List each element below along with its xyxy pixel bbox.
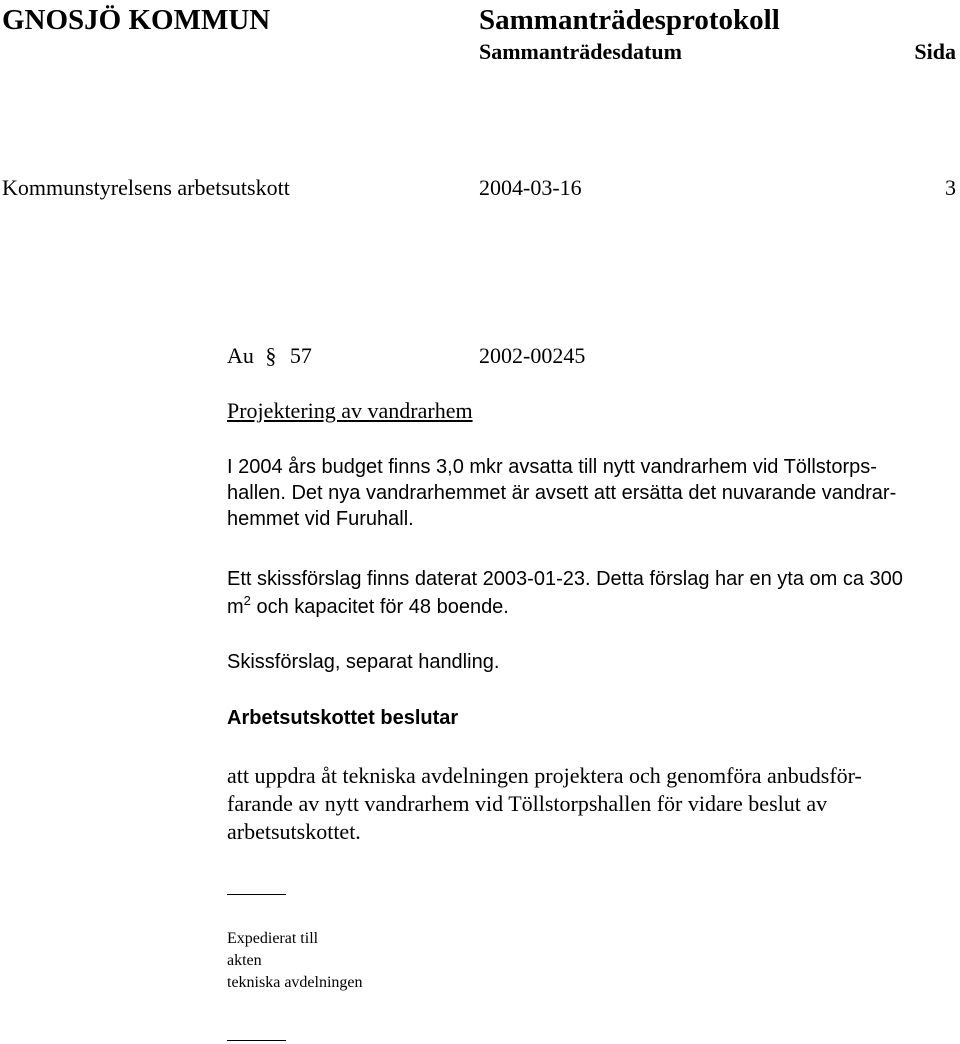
item-title: Projektering av vandrarhem [227,398,473,423]
document-type: Sammanträdesprotokoll [479,4,780,36]
meeting-date: 2004-03-16 [479,175,582,200]
distribution-item: tekniska avdelningen [227,974,363,991]
page-number: 3 [945,175,956,200]
page-label: Sida [914,39,956,64]
committee-name: Kommunstyrelsens arbetsutskott [2,175,290,200]
paragraph-attachment: Skissförslag, separat handling. [227,651,500,673]
case-number: 2002-00245 [479,343,586,368]
separator-line [227,894,286,895]
unit-m: m [227,596,244,618]
distribution-item: akten [227,952,262,969]
decision-line: farande av nytt vandrarhem vid Töllstorpshallen för vidare beslut av [227,791,828,816]
paragraph-line: Ett skissförslag finns daterat 2003-01-23. Detta förslag har en yta om ca 300 [227,568,903,590]
paragraph-line: hallen. Det nya vandrarhemmet är avsett att ersätta det nuvarande vandrar- [227,482,897,504]
distribution-heading: Expedierat till [227,930,319,947]
unit-superscript: 2 [243,593,251,608]
paragraph-line: I 2004 års budget finns 3,0 mkr avsatta till nytt vandrarhem vid Töllstorps- [227,456,877,478]
item-code [227,343,312,369]
bottom-separator-line [227,1040,286,1041]
municipality-name: GNOSJÖ KOMMUN [2,4,271,36]
paragraph-sketch [227,566,960,620]
item-code-text: Au [227,343,254,368]
decision-text [227,762,960,846]
paragraph-line: hemmet vid Furuhall. [227,508,414,530]
paragraph-line-rest: och kapacitet för 48 boende. [250,596,509,618]
paragraph-budget [227,454,960,532]
paragraph-line [227,594,960,620]
meeting-date-label: Sammanträdesdatum [479,39,682,64]
decision-line: att uppdra åt tekniska avdelningen projektera och genomföra anbudsför- [227,763,862,788]
distribution-list [227,928,363,994]
item-number: 57 [289,343,312,368]
decision-line: arbetsutskottet. [227,819,361,844]
section-sign: § [265,343,277,368]
decision-heading: Arbetsutskottet beslutar [227,707,459,729]
